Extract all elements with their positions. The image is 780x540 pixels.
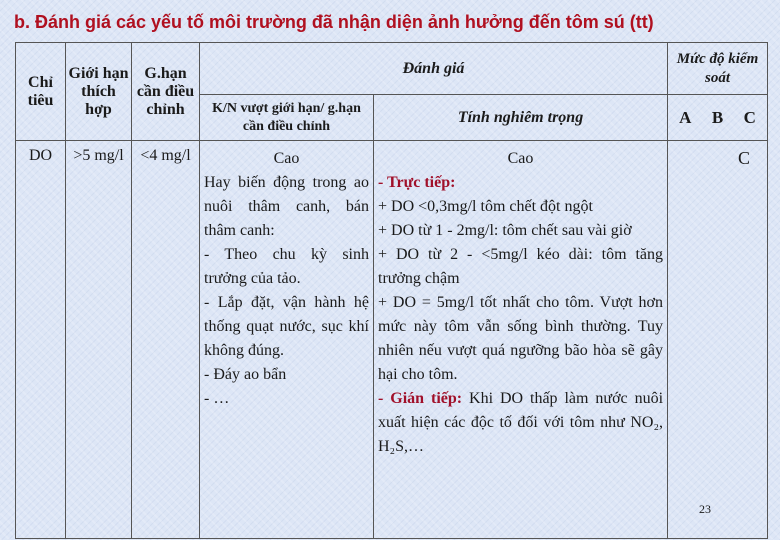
header-tinh-nghiem-trong: Tính nghiêm trọng: [374, 95, 668, 141]
tnt-indirect-text: Khi DO thấp làm nước nuôi xuất hiện các độc tố đối với tôm như NO₂, H₂S,…: [378, 390, 664, 455]
control-level-c-mark: C: [738, 148, 751, 168]
kn-item-4: - …: [204, 390, 230, 407]
header-muc-do: Mức độ kiểm soát: [668, 43, 768, 95]
header-col-c: C: [743, 107, 756, 127]
tnt-direct-1: + DO <0,3mg/l tôm chết đột ngột: [378, 198, 593, 215]
tnt-level: Cao: [507, 150, 534, 167]
kn-item-3: - Đáy ao bẩn: [204, 366, 287, 383]
cell-g-han: <4 mg/l: [132, 141, 200, 539]
tnt-indirect-label: - Gián tiếp:: [378, 390, 463, 407]
slide-title: b. Đánh giá các yếu tố môi trường đã nhận diện ảnh hưởng đến tôm sú (tt): [14, 12, 654, 32]
header-col-a: A: [679, 107, 692, 127]
header-col-b: B: [711, 107, 724, 127]
header-kn-vuot: K/N vượt giới hạn/ g.hạn cần điều chỉnh: [200, 95, 374, 141]
cell-gioi-han: >5 mg/l: [66, 141, 132, 539]
kn-text: Hay biến động trong ao nuôi thâm canh, bán thâm canh:: [204, 174, 369, 239]
kn-item-2: - Lắp đặt, vận hành hệ thống quạt nước, sục khí không đúng.: [204, 294, 369, 359]
kn-level: Cao: [273, 150, 300, 167]
page-number: 23: [699, 502, 711, 516]
cell-kn-vuot: [200, 141, 374, 539]
cell-control: [668, 141, 768, 539]
header-gioi-han: Giới hạn thích hợp: [66, 43, 132, 141]
header-abc: [668, 95, 768, 141]
cell-tinh-nghiem-trong: [374, 141, 668, 539]
cell-chi-tieu: DO: [16, 141, 66, 539]
tnt-direct-2: + DO từ 1 - 2mg/l: tôm chết sau vài giờ: [378, 222, 632, 239]
header-chi-tieu: Chỉ tiêu: [16, 43, 66, 141]
tnt-direct-3: + DO từ 2 - <5mg/l kéo dài: tôm tăng trưởng chậm: [378, 246, 664, 287]
assessment-table: [15, 42, 768, 539]
header-g-han: G.hạn cần điều chỉnh: [132, 43, 200, 141]
tnt-indirect: [374, 387, 667, 459]
tnt-direct-label: - Trực tiếp:: [378, 174, 456, 191]
kn-item-1: - Theo chu kỳ sinh trưởng của tảo.: [204, 246, 369, 287]
header-danh-gia: Đánh giá: [200, 43, 668, 95]
tnt-direct-4: + DO = 5mg/l tốt nhất cho tôm. Vượt hơn mức này tôm vẫn sống bình thường. Tuy nhiên nếu vượt quá ngưỡng bão hòa sẽ gây hại cho tôm.: [378, 294, 664, 383]
